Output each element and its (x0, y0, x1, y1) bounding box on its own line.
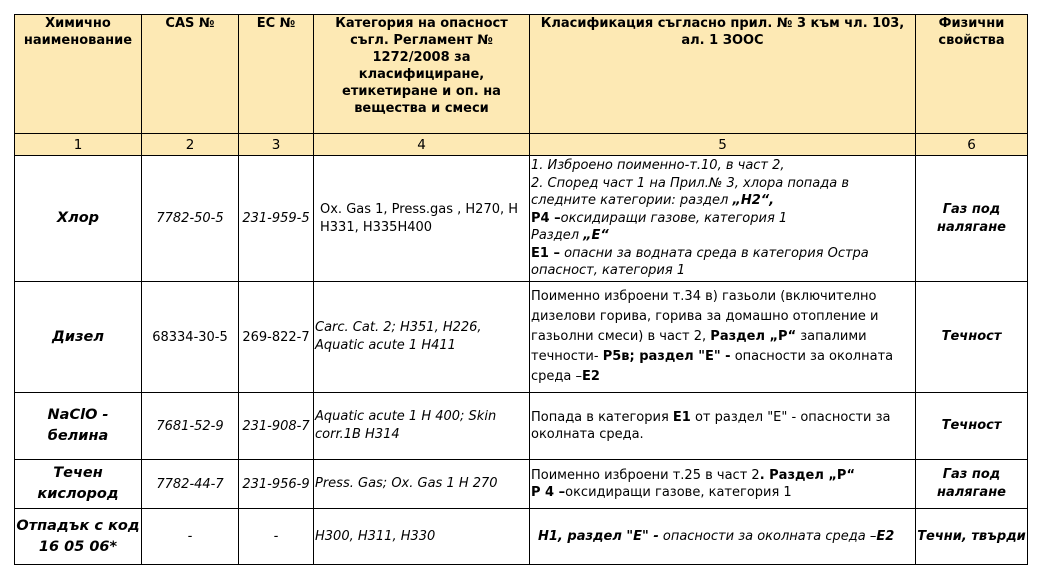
header-row (15, 15, 1028, 134)
chemical-name: Отпадък с код 16 05 06* (15, 509, 142, 565)
chemical-name: Течен кислород (15, 460, 142, 509)
classification-line: опасни за водната среда в категория Остра опасност, категория 1 (531, 245, 869, 279)
classification-bold: Раздел „Р“ (710, 329, 797, 344)
classification-bold: Е1 – (531, 245, 560, 261)
cas-number: - (142, 509, 239, 565)
classification-line: оксидиращи газове, категория 1 (560, 210, 788, 226)
column-number-row (15, 134, 1028, 156)
cas-number: 68334-30-5 (142, 282, 239, 393)
classification-bold: Е1 (672, 409, 691, 425)
ec-number: 231-956-9 (239, 460, 314, 509)
chemical-name: NaClO - белина (15, 393, 142, 460)
column-number: 6 (916, 134, 1028, 156)
header-physical-properties: Физични свойства (916, 15, 1028, 134)
hazard-category: Ox. Gas 1, Press.gas , H270, H H331, H335H400 (314, 156, 530, 282)
column-number: 5 (530, 134, 916, 156)
classification-text (530, 282, 916, 393)
classification-bold: P5в; раздел "Е" - (602, 349, 731, 364)
classification-text (530, 156, 916, 282)
table-row (15, 393, 1028, 460)
physical-property: Течни, твърди (916, 509, 1028, 565)
classification-line: оксидиращи газове, категория 1 (565, 485, 792, 500)
hazardous-substances-table (14, 14, 1028, 565)
hazard-category (314, 460, 530, 509)
hazard-category-text: Aquatic acute 1 H 400; Skin corr.1B H314 (315, 409, 497, 442)
classification-bold: P4 – (531, 210, 561, 226)
column-number: 2 (142, 134, 239, 156)
classification-bold: . Раздел „Р“ (759, 467, 855, 483)
hazard-category-text: Carc. Cat. 2; H351, H226, Aquatic acute 1 H411 (315, 320, 482, 353)
classification-line: Поименно изброени т.34 в) газьоли (включително дизелови горива, горива за домашно отопление и газьолни смеси) в част 2, (531, 289, 879, 344)
column-number: 4 (314, 134, 530, 156)
classification-bold: Е2 (876, 528, 895, 544)
cas-number: 7782-44-7 (142, 460, 239, 509)
classification-line: опасности за околната среда – (658, 528, 877, 544)
classification-bold: „Е“ (583, 228, 609, 244)
classification-line: 2. Според част 1 на Прил.№ 3, хлора попада в следните категории: раздел (531, 175, 850, 209)
classification-bold: „H2“, (732, 193, 775, 209)
classification-text (530, 393, 916, 460)
header-ec: EC № (239, 15, 314, 134)
classification-bold: Е2 (581, 369, 600, 384)
table-row (15, 282, 1028, 393)
classification-bold: Н1, раздел "Е" - (538, 528, 659, 544)
hazard-category (314, 509, 530, 565)
header-cas: CAS № (142, 15, 239, 134)
table-row (15, 156, 1028, 282)
hazard-category (314, 282, 530, 393)
cas-number: 7681-52-9 (142, 393, 239, 460)
classification-line: Поименно изброени т.25 в част 2 (531, 467, 760, 483)
classification-bold: P 4 – (531, 485, 566, 500)
header-classification: Класификация съгласно прил. № 3 към чл. 103, ал. 1 ЗООС (530, 15, 916, 134)
chemical-name: Хлор (15, 156, 142, 282)
classification-text (530, 460, 916, 509)
chemical-name: Дизел (15, 282, 142, 393)
hazard-category-text: Press. Gas; Ox. Gas 1 H 270 (315, 476, 498, 491)
classification-line: 1. Изброено поименно-т.10, в част 2, (531, 158, 785, 174)
ec-number: 231-959-5 (239, 156, 314, 282)
ec-number: 231-908-7 (239, 393, 314, 460)
table-row (15, 509, 1028, 565)
hazard-category (314, 393, 530, 460)
physical-property: Течност (916, 282, 1028, 393)
column-number: 3 (239, 134, 314, 156)
physical-property: Течност (916, 393, 1028, 460)
hazard-category-text: H300, H311, H330 (315, 528, 436, 544)
physical-property: Газ под налягане (916, 460, 1028, 509)
classification-line: опасности за околната среда – (531, 349, 894, 384)
ec-number: - (239, 509, 314, 565)
classification-line: от раздел "Е" - опасности за околната среда. (531, 409, 891, 442)
table-row (15, 460, 1028, 509)
cas-number: 7782-50-5 (142, 156, 239, 282)
header-chemical-name: Химично наименование (15, 15, 142, 134)
classification-line: Раздел (531, 228, 584, 244)
classification-text (530, 509, 916, 565)
physical-property: Газ под налягане (916, 156, 1028, 282)
header-hazard-category: Категория на опасност съгл. Регламент № 1272/2008 за класифициране, етикетиране и оп. на вещества и смеси (314, 15, 530, 134)
column-number: 1 (15, 134, 142, 156)
classification-line: запалими течности- (531, 329, 867, 364)
classification-line: Попада в категория (531, 409, 673, 425)
ec-number: 269-822-7 (239, 282, 314, 393)
